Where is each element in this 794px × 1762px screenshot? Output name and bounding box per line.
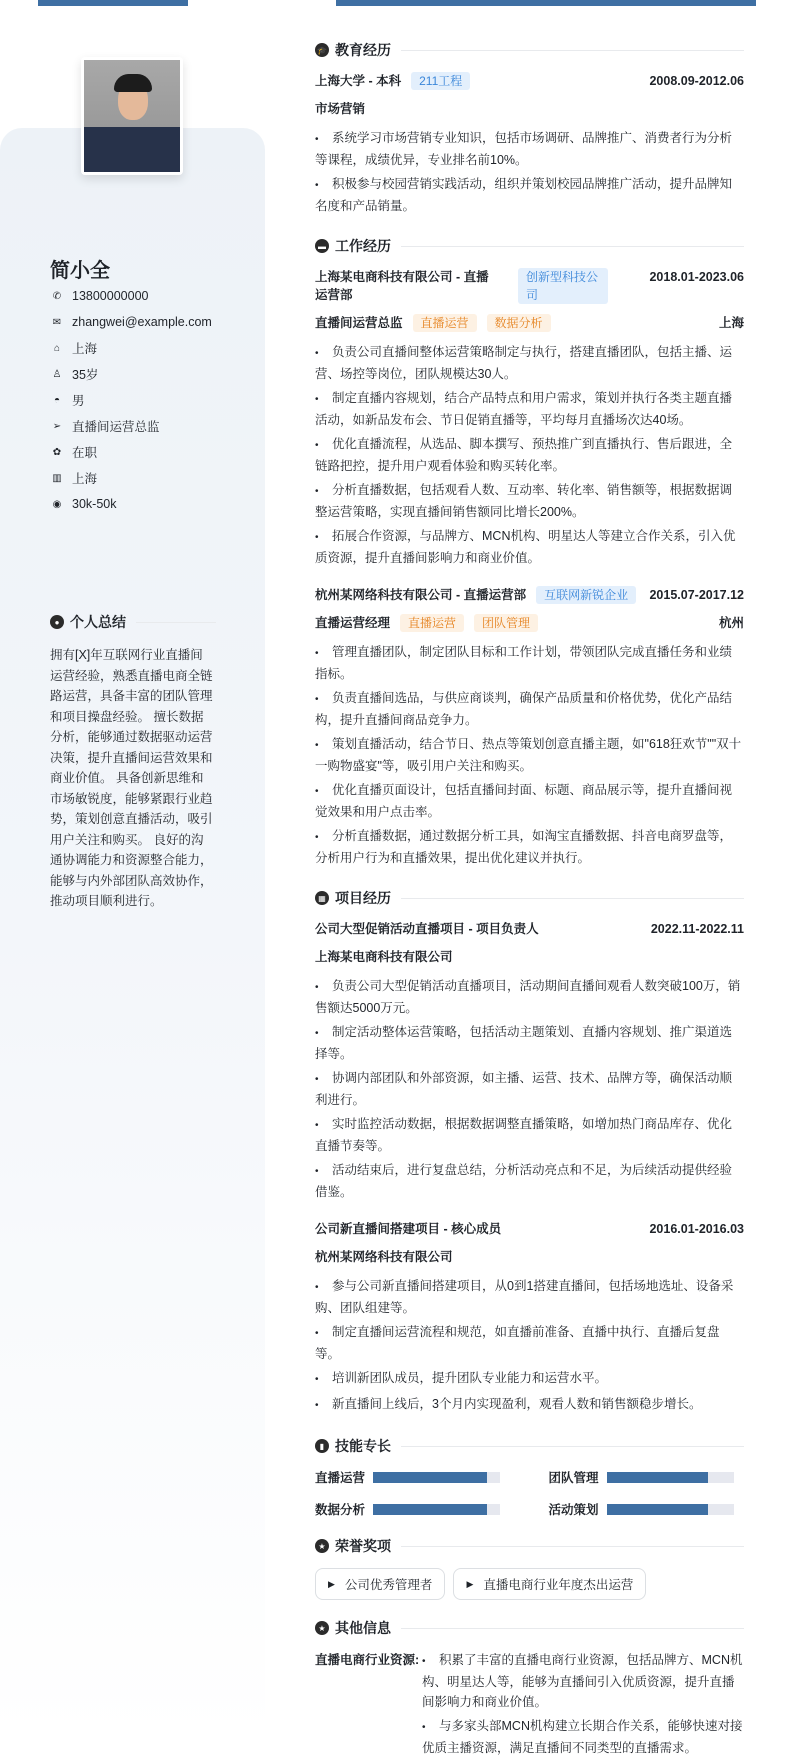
info-row xyxy=(50,387,212,413)
skill-bar-fill xyxy=(373,1472,487,1483)
bullet-item: • 制定活动整体运营策略，包括活动主题策划、直播内容规划、推广渠道选择等。 xyxy=(315,1025,733,1061)
bullet-text: 负责公司大型促销活动直播项目，活动期间直播间观看人数突破100万，销售额达5000万元。 xyxy=(315,979,741,1015)
job-role: 直播间运营总监 xyxy=(315,316,403,330)
project-company: 上海某电商科技有限公司 xyxy=(315,950,453,964)
bullet-text: 制定直播内容规划，结合产品特点和用户需求，策划并执行各类主题直播活动，如新品发布会、节日促销直播等，平均每月直播场次达40场。 xyxy=(315,391,733,427)
info-text: 男 xyxy=(72,394,85,408)
company-name: 杭州某网络科技有限公司 - 直播运营部 xyxy=(315,588,527,602)
bullet-item: • 实时监控活动数据，根据数据调整直播策略，如增加热门商品库存、优化直播节奏等。 xyxy=(315,1117,733,1153)
education-header xyxy=(315,38,744,62)
skill-item xyxy=(549,1500,745,1518)
info-text: 30k-50k xyxy=(72,497,117,511)
bullet-text: 分析直播数据，包括观看人数、互动率、转化率、销售额等，根据数据调整运营策略，实现直播间销售额同比增长200%。 xyxy=(315,483,733,519)
bullet-text: 管理直播团队，制定团队目标和工作计划，带领团队完成直播任务和业绩指标。 xyxy=(315,645,733,681)
briefcase-icon: ▬ xyxy=(315,239,329,253)
bullet-text: 优化直播页面设计，包括直播间封面、标题、商品展示等，提升直播间视觉效果和用户点击率。 xyxy=(315,783,733,819)
bullet-item: • 拓展合作资源，与品牌方、MCN机构、明星达人等建立合作关系，引入优质资源，提升直播间影响力和商业价值。 xyxy=(315,529,736,565)
info-row xyxy=(50,361,212,387)
job-date: 2015.07-2017.12 xyxy=(649,588,744,602)
info-text: 13800000000 xyxy=(72,289,149,303)
skill-item xyxy=(315,1468,511,1486)
projects-header xyxy=(315,886,744,910)
section-title: 教育经历 xyxy=(335,42,391,58)
trophy-icon: ★ xyxy=(315,1539,329,1553)
bullet-item: • 系统学习市场营销专业知识，包括市场调研、品牌推广、消费者行为分析等课程，成绩优异，专业排名前10%。 xyxy=(315,131,733,167)
project-company: 杭州某网络科技有限公司 xyxy=(315,1250,453,1264)
main-content xyxy=(315,38,744,1762)
bullet-text: 协调内部团队和外部资源，如主播、运营、技术、品牌方等，确保活动顺利进行。 xyxy=(315,1071,733,1107)
job-role: 直播运营经理 xyxy=(315,616,391,630)
skill-bar xyxy=(607,1472,734,1483)
info-text: zhangwei@example.com xyxy=(72,315,212,329)
bullet-item: • 与多家头部MCN机构建立长期合作关系，能够快速对接优质主播资源，满足直播间不同类型的直播需求。 xyxy=(422,1719,743,1755)
skill-bar-fill xyxy=(607,1504,709,1515)
project-entry xyxy=(315,1220,744,1416)
other-header xyxy=(315,1616,744,1640)
summary-header xyxy=(50,612,216,632)
info-icon: ★ xyxy=(315,1621,329,1635)
info-text: 在职 xyxy=(72,446,98,460)
bullet-text: 优化直播流程，从选品、脚本撰写、预热推广到直播执行、售后跟进，全链路把控，提升用户观看体验和购买转化率。 xyxy=(315,437,733,473)
info-row xyxy=(50,413,212,439)
project-date: 2016.01-2016.03 xyxy=(649,1222,744,1236)
section-title: 项目经历 xyxy=(335,890,391,906)
job-entry xyxy=(315,268,744,568)
info-row xyxy=(50,283,212,309)
skill-item xyxy=(315,1500,511,1518)
other-info xyxy=(315,1650,744,1762)
job-city: 杭州 xyxy=(718,616,744,630)
contact-info xyxy=(50,283,212,517)
bullet-item: • 新直播间上线后，3个月内实现盈利，观看人数和销售额稳步增长。 xyxy=(315,1397,702,1411)
mail-icon: ✉ xyxy=(52,316,62,328)
bullet-text: 负责公司直播间整体运营策略制定与执行，搭建直播团队，包括主播、运营、场控等岗位，团队规模达30人。 xyxy=(315,345,733,381)
candidate-name: 简小全 xyxy=(50,260,110,282)
send-icon: ➢ xyxy=(52,420,62,432)
info-text: 上海 xyxy=(72,472,98,486)
project-name: 公司大型促销活动直播项目 - 项目负责人 xyxy=(315,922,539,936)
skills-header xyxy=(315,1434,744,1458)
grid-icon: ▦ xyxy=(315,891,329,905)
skill-bar-fill xyxy=(607,1472,709,1483)
skill-bar-fill xyxy=(373,1504,487,1515)
bullet-text: 活动结束后，进行复盘总结，分析活动亮点和不足，为后续活动提供经验借鉴。 xyxy=(315,1163,733,1199)
info-row xyxy=(50,465,212,491)
skill-bar xyxy=(607,1504,734,1515)
bullet-item: • 策划直播活动，结合节日、热点等策划创意直播主题，如"618狂欢节""双十一购物盛宴"等，吸引用户关注和购买。 xyxy=(315,737,742,773)
award-item xyxy=(453,1568,646,1600)
summary-text: 拥有[X]年互联网行业直播间运营经验，熟悉直播电商全链路运营，具备丰富的团队管理和项目操盘经验。 擅长数据分析，能够通过数据驱动运营决策，提升直播间运营效果和商业价值。 具备创新思维和市场敏锐度，能够紧跟行业趋势，策划创意直播活动，吸引用户关注和购买。 良好的沟通协调能力和资源整合能力，能够与内外部团队高效协作，推动项目顺利进行。 xyxy=(50,648,213,908)
bullet-text: 制定直播间运营流程和规范，如直播前准备、直播中执行、直播后复盘等。 xyxy=(315,1325,720,1361)
cake-icon: ♙ xyxy=(52,368,62,380)
education-date: 2008.09-2012.06 xyxy=(649,74,744,88)
bullet-item: • 分析直播数据，包括观看人数、互动率、转化率、销售额等，根据数据调整运营策略，实现直播间销售额同比增长200%。 xyxy=(315,483,733,519)
bullet-text: 实时监控活动数据，根据数据调整直播策略，如增加热门商品库存、优化直播节奏等。 xyxy=(315,1117,733,1153)
school-tag: 211工程 xyxy=(411,72,470,90)
bullet-item: • 积累了丰富的直播电商行业资源，包括品牌方、MCN机构、明星达人等，能够为直播间引入优质资源，提升直播间影响力和商业价值。 xyxy=(422,1653,743,1709)
skill-tag: 数据分析 xyxy=(487,314,551,332)
play-icon: ▶ xyxy=(466,1578,474,1589)
section-title: 工作经历 xyxy=(335,238,391,254)
info-text: 直播间运营总监 xyxy=(72,420,160,434)
phone-icon: ✆ xyxy=(52,290,62,302)
company-tag: 创新型科技公司 xyxy=(518,268,608,304)
project-entry xyxy=(315,920,744,1202)
bullet-item: • 培训新团队成员，提升团队专业能力和运营水平。 xyxy=(315,1371,608,1385)
project-name: 公司新直播间搭建项目 - 核心成员 xyxy=(315,1222,502,1236)
avatar-photo xyxy=(81,57,183,175)
bullet-item: • 活动结束后，进行复盘总结，分析活动亮点和不足，为后续活动提供经验借鉴。 xyxy=(315,1163,733,1199)
info-text: 上海 xyxy=(72,342,98,356)
bullet-text: 积极参与校园营销实践活动，组织并策划校园品牌推广活动，提升品牌知名度和产品销量。 xyxy=(315,177,733,213)
skill-tag: 直播运营 xyxy=(413,314,477,332)
bullet-text: 系统学习市场营销专业知识，包括市场调研、品牌推广、消费者行为分析等课程，成绩优异，专业排名前10%。 xyxy=(315,131,733,167)
skill-name: 数据分析 xyxy=(315,1503,366,1517)
bullet-text: 与多家头部MCN机构建立长期合作关系，能够快速对接优质主播资源，满足直播间不同类型的直播需求。 xyxy=(422,1719,743,1755)
award-text: 公司优秀管理者 xyxy=(344,1578,433,1592)
bullet-item: • 优化直播流程，从选品、脚本撰写、预热推广到直播执行、售后跟进，全链路把控，提升用户观看体验和购买转化率。 xyxy=(315,437,733,473)
bullet-text: 负责直播间选品，与供应商谈判，确保产品质量和价格优势，优化产品结构，提升直播间商品竞争力。 xyxy=(315,691,733,727)
major: 市场营销 xyxy=(315,102,366,116)
project-date: 2022.11-2022.11 xyxy=(650,922,744,936)
gender-icon: ◓ xyxy=(53,394,61,406)
bullet-text: 积累了丰富的直播电商行业资源，包括品牌方、MCN机构、明星达人等，能够为直播间引入优质资源，提升直播间影响力和商业价值。 xyxy=(422,1653,743,1709)
user-icon: ● xyxy=(50,615,64,629)
skill-name: 团队管理 xyxy=(548,1471,599,1485)
section-title: 荣誉奖项 xyxy=(335,1538,391,1554)
section-title: 技能专长 xyxy=(335,1438,391,1454)
skill-tag: 团队管理 xyxy=(474,614,538,632)
bullet-text: 策划直播活动，结合节日、热点等策划创意直播主题，如"618狂欢节""双十一购物盛宴"等，吸引用户关注和购买。 xyxy=(315,737,742,773)
top-accent-bar-left xyxy=(38,0,188,6)
company-tag: 互联网新锐企业 xyxy=(536,586,636,604)
summary-title: 个人总结 xyxy=(70,614,126,630)
info-row xyxy=(50,491,212,517)
info-row xyxy=(50,439,212,465)
info-text: 35岁 xyxy=(72,368,99,382)
school-name: 上海大学 - 本科 xyxy=(315,74,402,88)
award-item xyxy=(315,1568,445,1600)
skill-bar xyxy=(373,1472,500,1483)
bullet-item: • 负责直播间选品，与供应商谈判，确保产品质量和价格优势，优化产品结构，提升直播间商品竞争力。 xyxy=(315,691,733,727)
awards-header xyxy=(315,1534,744,1558)
status-icon: ✿ xyxy=(52,446,62,458)
bullet-item: • 制定直播间运营流程和规范，如直播前准备、直播中执行、直播后复盘等。 xyxy=(315,1325,720,1361)
job-entry xyxy=(315,586,744,868)
bullet-item: • 管理直播团队，制定团队目标和工作计划，带领团队完成直播任务和业绩指标。 xyxy=(315,645,733,681)
home-icon: ⌂ xyxy=(53,342,61,354)
bullet-text: 制定活动整体运营策略，包括活动主题策划、直播内容规划、推广渠道选择等。 xyxy=(315,1025,733,1061)
building-icon: ▥ xyxy=(52,472,62,484)
play-icon: ▶ xyxy=(328,1578,335,1589)
work-header xyxy=(315,234,744,258)
job-date: 2018.01-2023.06 xyxy=(649,270,744,284)
info-row xyxy=(50,335,212,361)
job-city: 上海 xyxy=(718,316,744,330)
company-name: 上海某电商科技有限公司 - 直播运营部 xyxy=(315,270,489,302)
bullet-text: 参与公司新直播间搭建项目，从0到1搭建直播间，包括场地选址、设备采购、团队组建等。 xyxy=(315,1279,734,1315)
bullet-text: 分析直播数据，通过数据分析工具，如淘宝直播数据、抖音电商罗盘等，分析用户行为和直播效果，提出优化建议并执行。 xyxy=(315,829,733,865)
bullet-item: • 协调内部团队和外部资源，如主播、运营、技术、品牌方等，确保活动顺利进行。 xyxy=(315,1071,733,1107)
info-row xyxy=(50,309,212,335)
bullet-item: • 积极参与校园营销实践活动，组织并策划校园品牌推广活动，提升品牌知名度和产品销量。 xyxy=(315,177,733,213)
bullet-item: • 负责公司大型促销活动直播项目，活动期间直播间观看人数突破100万，销售额达5000万元。 xyxy=(315,979,741,1015)
bullet-text: 培训新团队成员，提升团队专业能力和运营水平。 xyxy=(332,1371,608,1385)
bullet-text: 拓展合作资源，与品牌方、MCN机构、明星达人等建立合作关系，引入优质资源，提升直播间影响力和商业价值。 xyxy=(315,529,736,565)
graduation-cap-icon: 🎓 xyxy=(315,43,329,57)
education-entry xyxy=(315,72,744,216)
other-label: 直播电商行业资源: xyxy=(315,1653,420,1667)
bullet-item: • 优化直播页面设计，包括直播间封面、标题、商品展示等，提升直播间视觉效果和用户点击率。 xyxy=(315,783,733,819)
top-accent-bar-right xyxy=(336,0,756,6)
bullet-text: 新直播间上线后，3个月内实现盈利，观看人数和销售额稳步增长。 xyxy=(332,1397,702,1411)
skill-bar xyxy=(373,1504,500,1515)
skill-item xyxy=(549,1468,745,1486)
award-text: 直播电商行业年度杰出运营 xyxy=(483,1578,634,1592)
bullet-item: • 参与公司新直播间搭建项目，从0到1搭建直播间，包括场地选址、设备采购、团队组建等。 xyxy=(315,1279,734,1315)
bullet-item: • 制定直播内容规划，结合产品特点和用户需求，策划并执行各类主题直播活动，如新品发布会、节日促销直播等，平均每月直播场次达40场。 xyxy=(315,391,733,427)
skill-name: 活动策划 xyxy=(548,1503,599,1517)
skill-tag: 直播运营 xyxy=(400,614,464,632)
salary-icon: ◉ xyxy=(52,498,62,510)
bullet-item: • 分析直播数据，通过数据分析工具，如淘宝直播数据、抖音电商罗盘等，分析用户行为和直播效果，提出优化建议并执行。 xyxy=(315,829,733,865)
bullet-item: • 负责公司直播间整体运营策略制定与执行，搭建直播团队，包括主播、运营、场控等岗位，团队规模达30人。 xyxy=(315,345,733,381)
section-title: 其他信息 xyxy=(335,1620,391,1636)
bar-chart-icon: ▮ xyxy=(315,1439,329,1453)
skill-name: 直播运营 xyxy=(315,1471,366,1485)
